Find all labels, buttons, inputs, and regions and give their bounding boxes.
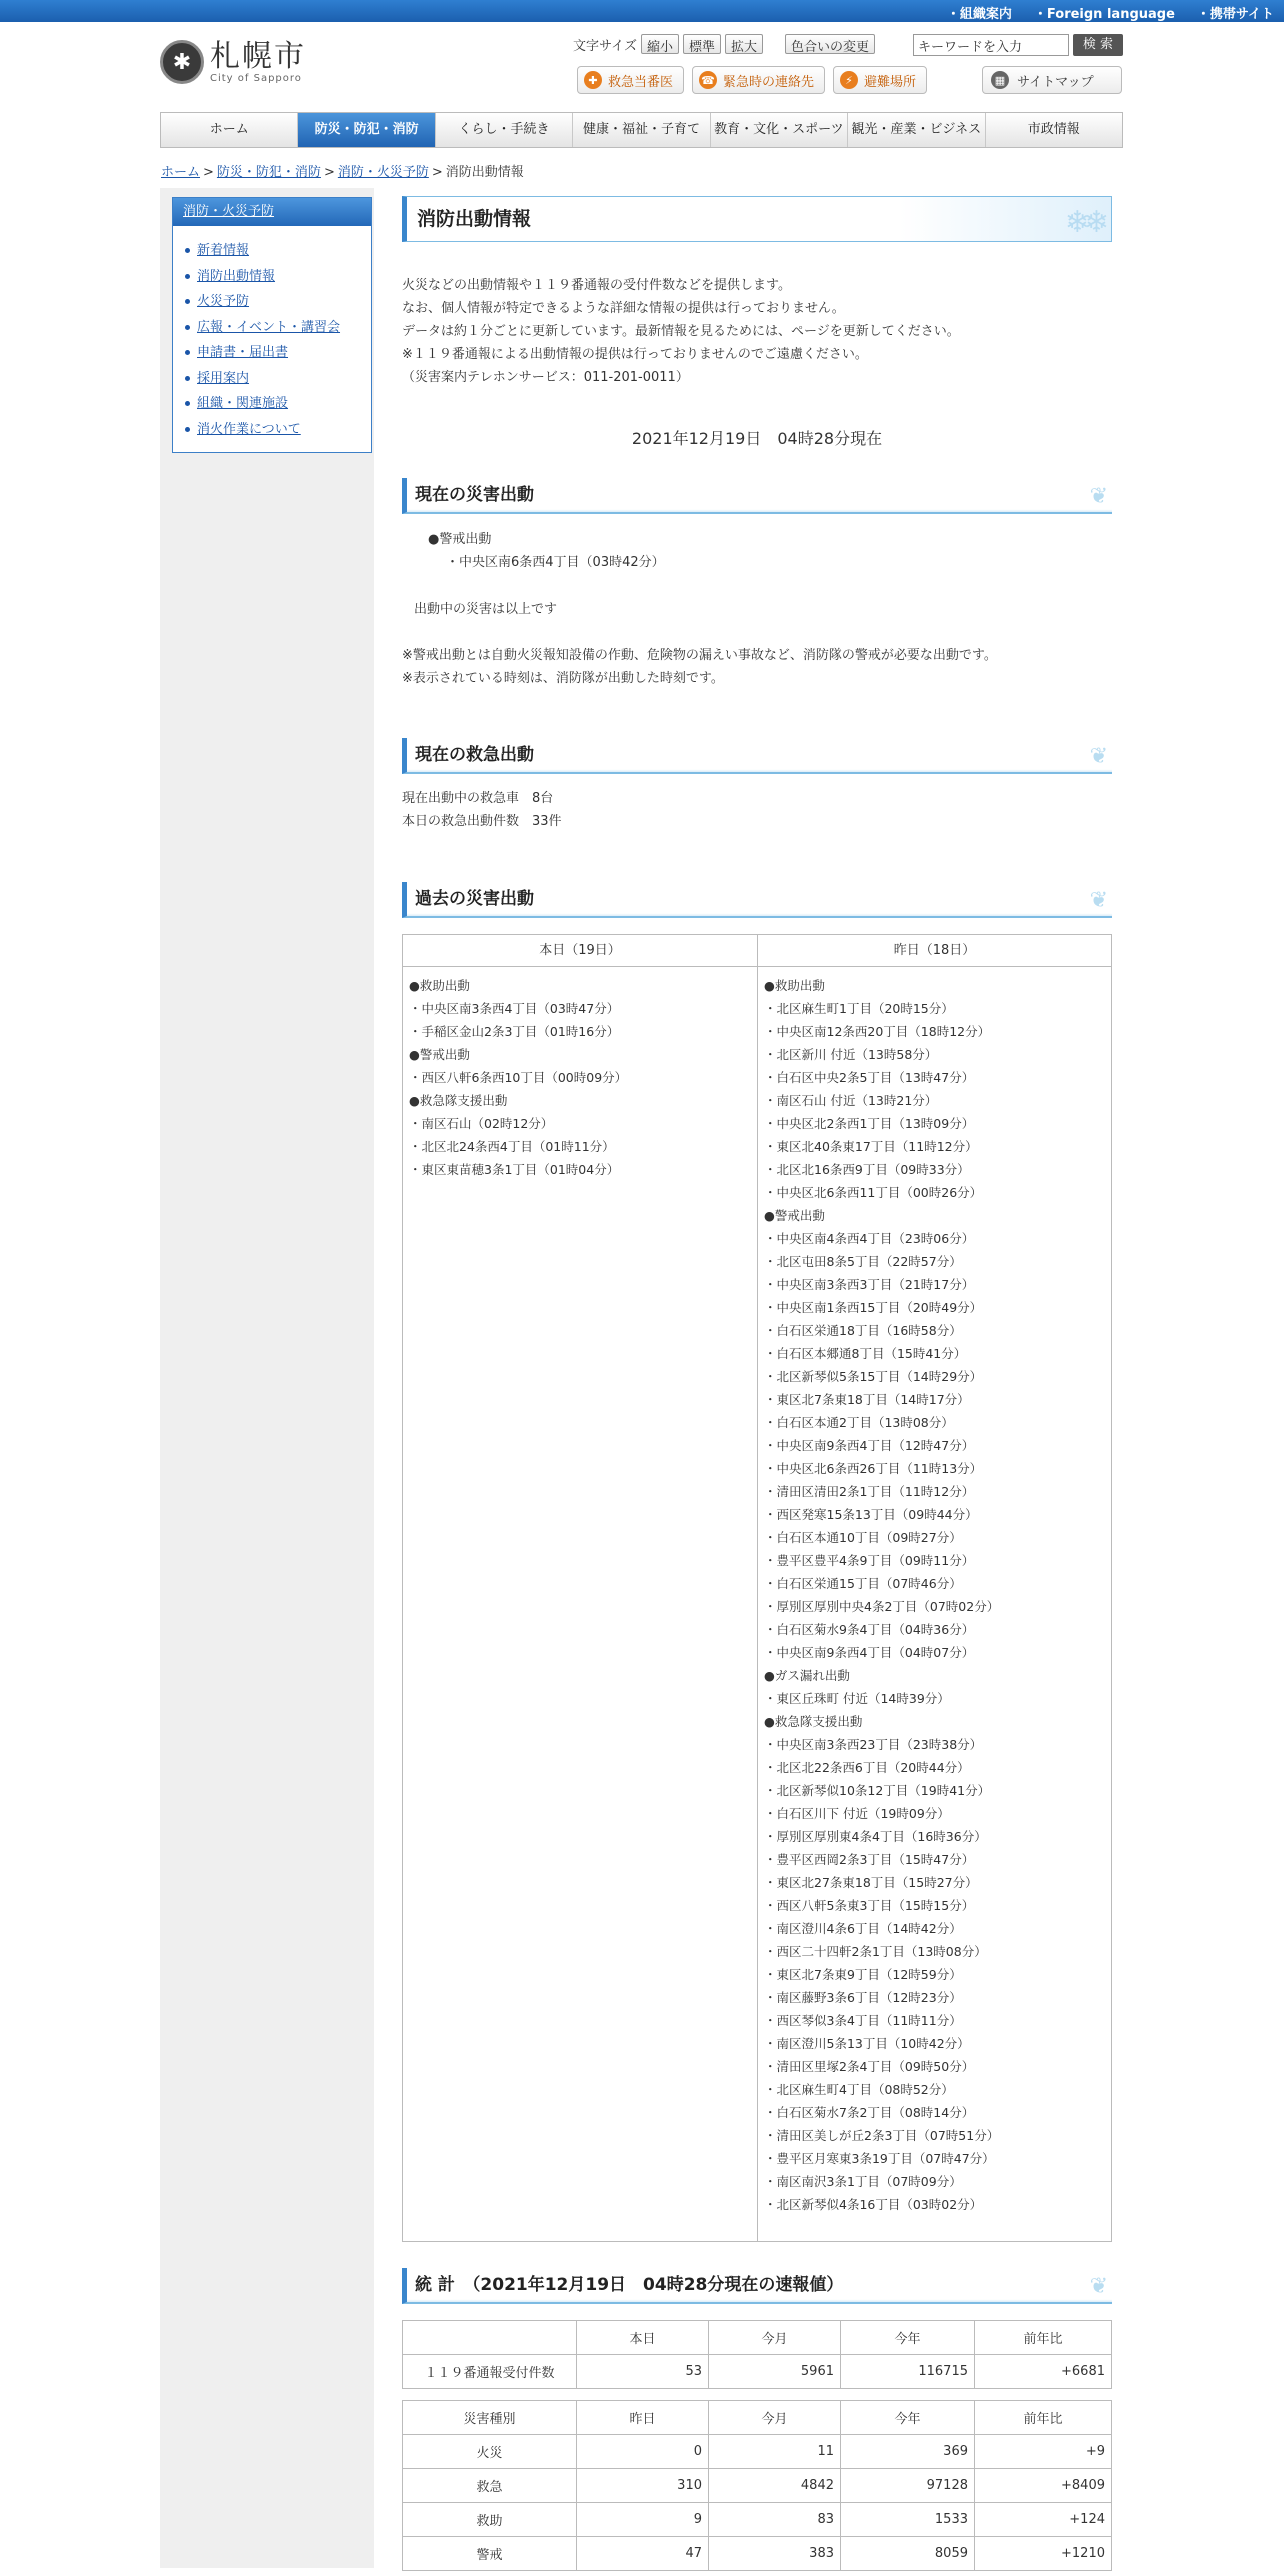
logo-subtitle: City of Sapporo [210, 72, 302, 84]
dispatch-item: ・中央区北6条西26丁目（11時13分） [764, 1461, 983, 1476]
global-nav [160, 112, 1123, 148]
table-cell: +8409 [975, 2469, 1112, 2503]
foreign-language-link[interactable]: ・Foreign language [1033, 7, 1175, 22]
font-size-label: 文字サイズ [573, 38, 637, 54]
breadcrumb-separator: > [323, 165, 335, 180]
table-header-cell: 今月 [709, 2401, 841, 2435]
table-header-cell: 災害種別 [403, 2401, 577, 2435]
dispatch-item: ・北区麻生町4丁目（08時52分） [764, 2082, 954, 2097]
dispatch-item: ・西区二十四軒2条1丁目（13時08分） [764, 1944, 987, 1959]
nav-home[interactable]: ホーム [161, 113, 298, 147]
table-row [403, 2401, 1112, 2435]
search-input[interactable] [913, 34, 1069, 56]
current-ambulance-heading-text: 現在の救急出動 [415, 745, 534, 765]
breadcrumb-separator: > [431, 165, 443, 180]
logo-title: 札幌市 [210, 38, 306, 74]
dispatch-item: ・東区北7条東18丁目（14時17分） [764, 1392, 970, 1407]
dispatch-item: ・南区澄川4条6丁目（14時42分） [764, 1921, 962, 1936]
dispatch-category: ●救急隊支援出動 [409, 1093, 508, 1108]
dispatch-category: ●警戒出動 [764, 1208, 825, 1223]
breadcrumb [161, 161, 524, 180]
dispatch-item: ・南区澄川5条13丁目（10時42分） [764, 2036, 970, 2051]
site-logo[interactable] [160, 40, 306, 84]
dispatch-item: ・白石区栄通18丁目（16時58分） [764, 1323, 962, 1338]
emergency-doctor-button[interactable] [577, 66, 684, 94]
sidebar-menu [172, 197, 372, 453]
dispatch-item: ・南区藤野3条6丁目（12時23分） [764, 1990, 962, 2005]
font-small-button[interactable]: 縮小 [641, 34, 679, 54]
font-size-controls [573, 34, 875, 54]
dispatch-item: ・白石区川下 付近（19時09分） [764, 1806, 950, 1821]
dispatch-item: ・白石区本通2丁目（13時08分） [764, 1415, 954, 1430]
table-cell: 9 [577, 2503, 709, 2537]
mobile-site-link[interactable]: ・携帯サイト [1196, 7, 1274, 22]
leaf-icon: ❦ [1089, 2274, 1108, 2299]
table-cell: 116715 [841, 2355, 975, 2389]
table-cell: 97128 [841, 2469, 975, 2503]
dispatch-item: ・中央区南12条西20丁目（18時12分） [764, 1024, 991, 1039]
past-disaster-table [402, 934, 1112, 2242]
dispatch-item: ・豊平区豊平4条9丁目（09時11分） [764, 1553, 975, 1568]
evacuation-site-button[interactable] [833, 66, 927, 94]
table-row [403, 2355, 1112, 2389]
table-cell: +1210 [975, 2537, 1112, 2571]
dispatch-item: ・手稲区金山2条3丁目（01時16分） [409, 1024, 620, 1039]
dispatch-item: ・白石区本通10丁目（09時27分） [764, 1530, 962, 1545]
sitemap-label: サイトマップ [1017, 74, 1094, 90]
current-disaster-heading-text: 現在の災害出動 [415, 485, 534, 505]
sitemap-icon: ▦ [991, 71, 1009, 89]
table-header-cell: 昨日 [577, 2401, 709, 2435]
warning-note: ※警戒出動とは自動火災報知設備の作動、危険物の漏えい事故など、消防隊の警戒が必要な出動です。 [402, 648, 997, 663]
as-of-timestamp: 2021年12月19日 04時28分現在 [631, 429, 883, 448]
table-row [403, 2435, 1112, 2469]
quick-links [577, 66, 927, 94]
table-header-cell: 今年 [841, 2321, 975, 2355]
table-cell: 310 [577, 2469, 709, 2503]
nav-education-culture[interactable]: 教育・文化・スポーツ [711, 113, 848, 147]
dispatch-category: ●救助出動 [764, 978, 825, 993]
dispatch-item: ・西区琴似3条4丁目（11時11分） [764, 2013, 962, 2028]
nav-health-welfare[interactable]: 健康・福祉・子育て [573, 113, 710, 147]
city-emblem-icon: ✱ [160, 40, 204, 84]
intro-line: データは約１分ごとに更新しています。最新情報を見るためには、ページを更新してください。 [402, 324, 960, 339]
dispatch-item: ・南区石山（02時12分） [409, 1116, 554, 1131]
dispatch-category: ●ガス漏れ出動 [764, 1668, 850, 1683]
yesterday-column-header: 昨日（18日） [758, 935, 1111, 967]
dispatch-item: ・厚別区厚別中央4条2丁目（07時02分） [764, 1599, 1000, 1614]
current-disaster-end: 出動中の災害は以上です [414, 602, 558, 617]
current-disaster-item: ・中央区南6条西4丁目（03時42分） [446, 555, 665, 570]
intro-text [402, 274, 960, 389]
hospital-icon: ✚ [584, 71, 602, 89]
table-cell: 83 [709, 2503, 841, 2537]
dispatch-item: ・白石区本郷通8丁目（15時41分） [764, 1346, 967, 1361]
ambulance-active: 現在出動中の救急車 8台 [402, 791, 554, 806]
current-ambulance-heading [402, 738, 1112, 774]
sidebar-item-dispatch-info[interactable]: 消防出動情報 [197, 268, 276, 284]
dispatch-item: ・白石区中央2条5丁目（13時47分） [764, 1070, 975, 1085]
table-header-cell: 今月 [709, 2321, 841, 2355]
sidebar-background [160, 188, 374, 2568]
dispatch-item: ・中央区南3条西3丁目（21時17分） [764, 1277, 975, 1292]
dispatch-item: ・中央区南1条西15丁目（20時49分） [764, 1300, 983, 1315]
table-cell: １１９番通報受付件数 [403, 2355, 577, 2389]
table-cell: 火災 [403, 2435, 577, 2469]
dispatch-item: ・清田区美しが丘2条3丁目（07時51分） [764, 2128, 1000, 2143]
table-cell: +9 [975, 2435, 1112, 2469]
table-cell: 47 [577, 2537, 709, 2571]
time-note: ※表示されている時刻は、消防隊が出動した時刻です。 [402, 671, 724, 686]
dispatch-item: ・西区八軒5条東3丁目（15時15分） [764, 1898, 975, 1913]
emergency-doctor-label: 救急当番医 [608, 74, 674, 90]
dispatch-item: ・清田区清田2条1丁目（11時12分） [764, 1484, 975, 1499]
dispatch-item: ・北区北24条西4丁目（01時11分） [409, 1139, 615, 1154]
nav-city-government[interactable]: 市政情報 [1027, 122, 1080, 137]
dispatch-item: ・西区八軒6条西10丁目（00時09分） [409, 1070, 628, 1085]
past-disaster-heading [402, 882, 1112, 918]
ambulance-today-count: 本日の救急出動件数 33件 [402, 814, 562, 829]
table-cell: 369 [841, 2435, 975, 2469]
breadcrumb-home[interactable]: ホーム [161, 165, 201, 180]
sidebar-item-recruitment[interactable]: 採用案内 [197, 370, 250, 386]
dispatch-item: ・北区北22条西6丁目（20時44分） [764, 1760, 970, 1775]
today-dispatch-list [403, 968, 757, 1187]
dispatch-item: ・北区北16条西9丁目（09時33分） [764, 1162, 970, 1177]
dispatch-item: ・中央区南9条西4丁目（04時07分） [764, 1645, 975, 1660]
today-column-header: 本日（19日） [403, 935, 757, 967]
dispatch-item: ・東区北27条東18丁目（15時27分） [764, 1875, 978, 1890]
page-title [402, 196, 1112, 242]
nav-living[interactable]: くらし・手続き [436, 113, 573, 147]
table-header-cell: 今年 [841, 2401, 975, 2435]
disaster-type-stats-table [402, 2400, 1112, 2571]
dispatch-item: ・白石区栄通15丁目（07時46分） [764, 1576, 962, 1591]
intro-line: 火災などの出動情報や１１９番通報の受付件数などを提供します。 [402, 278, 791, 293]
table-cell: 1533 [841, 2503, 975, 2537]
table-row [403, 2321, 1112, 2355]
intro-line: （災害案内テレホンサービス：011-201-0011） [402, 370, 689, 385]
dispatch-item: ・東区北40条東17丁目（11時12分） [764, 1139, 978, 1154]
leaf-icon: ❦ [1089, 484, 1108, 509]
dispatch-item: ・中央区南4条西4丁目（23時06分） [764, 1231, 975, 1246]
dispatch-item: ・中央区北2条西1丁目（13時09分） [764, 1116, 975, 1131]
dispatch-item: ・西区発寒15条13丁目（09時44分） [764, 1507, 978, 1522]
site-search [913, 34, 1123, 56]
table-cell: 5961 [709, 2355, 841, 2389]
dispatch-item: ・清田区里塚2条4丁目（09時50分） [764, 2059, 975, 2074]
table-cell: 0 [577, 2435, 709, 2469]
color-change-button[interactable]: 色合いの変更 [785, 34, 875, 54]
dispatch-item: ・北区新琴似5条15丁目（14時29分） [764, 1369, 983, 1384]
dispatch-item: ・豊平区西岡2条3丁目（15時47分） [764, 1852, 975, 1867]
table-row [403, 2503, 1112, 2537]
nav-tourism-business[interactable]: 観光・産業・ビジネス [848, 113, 985, 147]
font-large-button[interactable]: 拡大 [725, 34, 763, 54]
intro-line: なお、個人情報が特定できるような詳細な情報の提供は行っておりません。 [402, 301, 845, 316]
page-title-text: 消防出動情報 [417, 208, 532, 230]
dispatch-item: ・北区屯田8条5丁目（22時57分） [764, 1254, 962, 1269]
table-row [403, 2537, 1112, 2571]
breadcrumb-separator: > [203, 165, 214, 180]
dispatch-item: ・北区新琴似4条16丁目（03時02分） [764, 2197, 983, 2212]
table-cell: +6681 [975, 2355, 1112, 2389]
dispatch-item: ・中央区南9条西4丁目（12時47分） [764, 1438, 975, 1453]
dispatch-item: ・南区石山 付近（13時21分） [764, 1093, 938, 1108]
sidebar-heading[interactable]: 消防・火災予防 [173, 198, 371, 226]
table-cell: 8059 [841, 2537, 975, 2571]
current-disaster-category: ●警戒出動 [428, 532, 492, 547]
dispatch-item: ・豊平区月寒東3条19丁目（07時47分） [764, 2151, 995, 2166]
sidebar-item-news[interactable]: 新着情報 [197, 243, 250, 258]
sidebar-item-organization[interactable]: 組織・関連施設 [197, 396, 289, 411]
table-row [403, 2469, 1112, 2503]
dispatch-item: ・白石区菊水9条4丁目（04時36分） [764, 1622, 975, 1637]
table-cell: 警戒 [403, 2537, 577, 2571]
emergency-contact-label: 緊急時の連絡先 [723, 74, 815, 90]
dispatch-item: ・中央区南3条西4丁目（03時47分） [409, 1001, 620, 1016]
breadcrumb-fire[interactable]: 消防・火災予防 [337, 165, 429, 180]
past-disaster-heading-text: 過去の災害出動 [415, 889, 534, 909]
table-cell: 53 [577, 2355, 709, 2389]
breadcrumb-disaster[interactable]: 防災・防犯・消防 [216, 165, 321, 180]
stats-heading-text: 統 計 （2021年12月19日 04時28分現在の速報値） [415, 2275, 844, 2295]
dispatch-item: ・北区麻生町1丁目（20時15分） [764, 1001, 954, 1016]
dispatch-item: ・南区南沢3条1丁目（07時09分） [764, 2174, 962, 2189]
dispatch-item: ・東区東苗穂3条1丁目（01時04分） [409, 1162, 620, 1177]
dispatch-item: ・厚別区厚別東4条4丁目（16時36分） [764, 1829, 987, 1844]
search-button[interactable]: 検 索 [1073, 34, 1123, 56]
table-header-cell: 前年比 [975, 2401, 1112, 2435]
leaf-icon: ❦ [1089, 744, 1108, 769]
dispatch-item: ・北区新琴似10条12丁目（19時41分） [764, 1783, 991, 1798]
emergency-contact-button[interactable] [692, 66, 825, 94]
sitemap-button[interactable] [982, 66, 1122, 94]
current-disaster-heading [402, 478, 1112, 514]
nav-disaster-prevention[interactable]: 防災・防犯・消防 [298, 113, 435, 147]
table-cell: 救助 [403, 2503, 577, 2537]
top-utility-bar [0, 0, 1284, 22]
dispatch-item: ・白石区菊水7条2丁目（08時14分） [764, 2105, 975, 2120]
snowflake-icon: ❄❄ [1064, 205, 1103, 240]
dispatch-category: ●救助出動 [409, 978, 470, 993]
font-normal-button[interactable]: 標準 [683, 34, 721, 54]
dispatch-item: ・東区丘珠町 付近（14時39分） [764, 1691, 950, 1706]
sidebar-item-events[interactable]: 広報・イベント・講習会 [197, 319, 341, 335]
intro-line: ※１１９番通報による出動情報の提供は行っておりませんのでご遠慮ください。 [402, 347, 868, 362]
table-header-cell [403, 2321, 577, 2355]
sidebar-item-fire-prevention[interactable]: 火災予防 [197, 294, 250, 309]
table-header-cell: 本日 [577, 2321, 709, 2355]
lightning-icon: ⚡ [840, 71, 858, 89]
evacuation-site-label: 避難場所 [864, 74, 917, 90]
dispatch-category: ●警戒出動 [409, 1047, 470, 1062]
org-guide-link[interactable]: ・組織案内 [946, 7, 1012, 22]
leaf-icon: ❦ [1089, 888, 1108, 913]
table-cell: +124 [975, 2503, 1112, 2537]
table-cell: 11 [709, 2435, 841, 2469]
breadcrumb-current: 消防出動情報 [445, 165, 524, 180]
yesterday-dispatch-list [758, 968, 1111, 2222]
table-cell: 4842 [709, 2469, 841, 2503]
dispatch-item: ・中央区南3条西23丁目（23時38分） [764, 1737, 983, 1752]
phone-icon: ☎ [699, 71, 717, 89]
call-stats-table [402, 2320, 1112, 2389]
dispatch-category: ●救急隊支援出動 [764, 1714, 863, 1729]
table-header-cell: 前年比 [975, 2321, 1112, 2355]
sidebar-item-firefighting[interactable]: 消火作業について [197, 421, 301, 437]
dispatch-item: ・中央区北6条西11丁目（00時26分） [764, 1185, 983, 1200]
table-cell: 383 [709, 2537, 841, 2571]
table-cell: 救急 [403, 2469, 577, 2503]
stats-heading [402, 2268, 1112, 2304]
sidebar-item-forms[interactable]: 申請書・届出書 [197, 345, 289, 360]
dispatch-item: ・東区北7条東9丁目（12時59分） [764, 1967, 962, 1982]
dispatch-item: ・北区新川 付近（13時58分） [764, 1047, 938, 1062]
